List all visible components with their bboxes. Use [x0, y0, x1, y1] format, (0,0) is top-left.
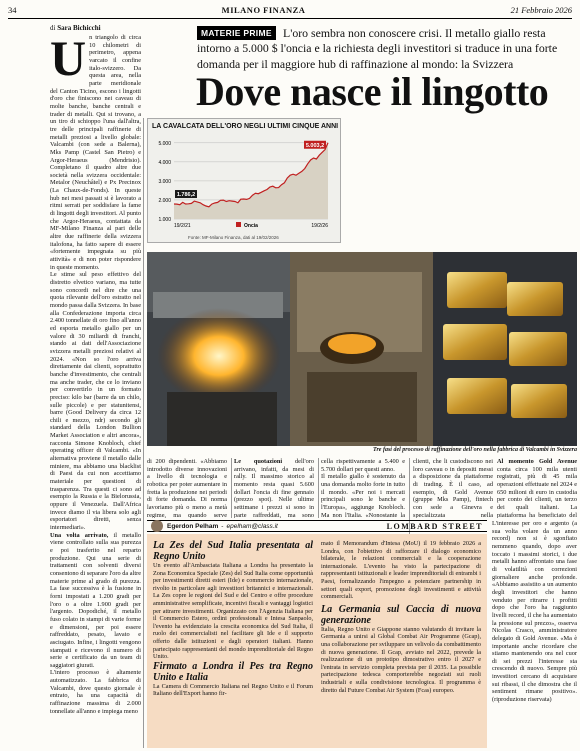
y-tick-label: 4.000	[158, 159, 171, 166]
refinery-photo-illustration	[147, 252, 577, 446]
article-column-1	[50, 34, 141, 748]
col5-subhead: Al momento Gold Avenue	[497, 458, 577, 465]
issue-date: 21 Febbraio 2026	[510, 5, 572, 15]
col1-subhead: Una volta arrivato,	[50, 531, 109, 539]
gold-price-chart	[147, 118, 341, 243]
box-paragraph-1: Un evento all'Ambasciata Italiana a Londra ha presentato la Zona Economica Speciale (Zes) del Sud Italia come opportunità per investimenti diretti esteri (Ide) e commercio internazionale, rivolto in particolare agli investitori britannici e internazionali. La Zes copre le regioni del Sud e del Centro e offre procedure amministrative semplificate, incentivi fiscali e vantaggi logistici per attrarre investimenti. Organizzato con l'Agenzia Italiana per il Commercio Estero, ordini professionali e Intesa Sanpaolo, l'evento ha evidenziato la crescita economica del Sud Italia, il ruolo dei commercialisti nel facilitare gli Ide e il supporto offerto dalle istituzioni e dagli operatori italiani. Hanno partecipato rappresentanti del mondo imprenditoriale del Regno Unito.	[153, 562, 313, 661]
col1-paragraph-1: n triangolo di circa 10 chilometri di perimetro, appena varcato il confine italo-svizzero. Da questa area, nella parte meridionale del Canton Ticino, escono i lingotti d'oro che finiscono nei caveau di molte banche, banche centrali e trader di metalli. Qui si trovano, a un tiro di schioppo l'una dall'altra, tre delle principali raffinerie di metalli preziosi a livello globale: Valcambi (con sede a Balerna), Mks Pamp (Castel San Pietro) e Argor-Heraeus (Mendrisio). Completano il quadro altre due società nella svizzera occidentale: Metalor (Neuchâtel) e Px Precinox (La Chaux-de-Fonds). In queste hub nei mesi passati si è lavorato a ritmi serrati per soddisfare la fame di lingotti degli investitori. Al punto che Argor-Heraeus, contattata da MF-Milano Finanza al pari delle altre due raffinerie della svizzera italofona, ha fatto sapere di essere «fortemente impegnata su più attività» e di non poter rispondere in queste momento.	[50, 34, 141, 271]
drop-cap: U	[50, 34, 87, 86]
article-column-2	[147, 458, 227, 518]
box-column-left	[153, 540, 313, 744]
col5-top-left	[413, 458, 493, 518]
section-kicker: MATERIE PRIME	[197, 26, 276, 40]
author-avatar	[151, 520, 163, 532]
page-header	[8, 4, 572, 16]
end-value-label	[304, 141, 326, 149]
chart-plot	[148, 133, 340, 233]
y-tick-label: 2.000	[158, 197, 171, 204]
refinery-photo	[147, 252, 577, 446]
byline	[50, 24, 101, 32]
col4-paragraph-1: cella rispettivamente a 5.400 e 5.700 dollari per questi anno.	[321, 458, 405, 473]
byline-author: Sara Bichicchi	[57, 24, 101, 32]
box-headline-1: La Zes del Sud Italia presentata al Regno Unito	[153, 540, 313, 562]
byline-prefix: di	[50, 24, 56, 32]
svg-text:Oncia: Oncia	[244, 223, 258, 229]
y-tick-label: 5.000	[158, 140, 171, 147]
col3-subhead: Le quotazioni	[234, 458, 283, 465]
article-column-6	[492, 520, 577, 748]
y-tick-label: 3.000	[158, 178, 171, 185]
chart-title: LA CAVALCATA DELL'ORO NEGLI ULTIMI CINQUE ANNI	[152, 123, 339, 130]
col1-paragraph-3: il metallo viene controllato sulla sua purezza e poi trasferito nel reparto produzione. Qui una serie di trattamenti con solventi diversi consentono di separare l'oro da altre materie prime al grado di purezza. La fase successiva è la fusione in forni impostati a 1.200 gradi per l'oro o a oltre 1.900 gradi per l'argento. Dopodiché, il metallo fuso colato in stampi di varie forme e dimensioni, per poi essere raffreddato, pesato, lavato e asciugato. Infine, i lingotti vengono stampati e ricevono il numero di serie e certificato da un team di saggiatori giurati.	[50, 531, 141, 669]
column-rule	[143, 118, 144, 748]
x-tick-label: 19/2/26	[311, 223, 328, 229]
col5-paragraph-1: clienti, che li custodiscono nei loro caveau o in depositi messi a disposizione da piattaforme di trading. È il caso, ad esempio, di Gold Avenue (gruppe Mks Pamp), fintech con sede a Ginevra e specializzata nella	[413, 458, 493, 518]
author-name: Egerdon Pelham	[167, 522, 219, 530]
lombard-street-box	[147, 534, 487, 748]
deck-text: L'oro sembra non conoscere crisi. Il metallo giallo resta intorno a 5.000 $ l'oncia e la richiesta degli investitori si traduce in una forte domanda per il maggiore hub di raffinazione al mondo: la Svizzera	[197, 26, 558, 71]
box-paragraph-3: mato il Memorandum d'Intesa (MoU) il 19 febbraio 2026 a Londra, con l'obiettivo di rafforzare il dialogo economico bilaterale, le relazioni commerciali e la cooperazione internazionale. L'evento ha visto la partecipazione di rappresentanti istituzionali e leader imprenditoriali di entrambi i Paesi, formalizzando l'impegno a potenziare partnership in settori quali export, promozione degli investimenti e attività commerciali.	[321, 540, 481, 601]
publication-name: MILANO FINANZA	[221, 5, 306, 15]
box-column-right	[321, 540, 481, 744]
col5-top-right	[497, 458, 577, 518]
column-brand: LOMBARD STREET	[386, 521, 483, 531]
svg-text:5.003,2: 5.003,2	[305, 142, 325, 149]
photo-caption: Tre fasi del processo di raffinazione dell'oro nella fabbrica di Valcambi in Svizzera	[373, 447, 577, 453]
col3-paragraph-1: dell'oro arrivano, infatti, da mesi di rally. Il massimo storico al momento resta quasi 5.600 dollari l'oncia di fine gennaio (prezzo spot). Nelle ultime settimane i prezzi si sono in parte raffreddati, ma sono	[234, 458, 314, 518]
box-headline-3: La Germania sul Caccia di nuova generazione	[321, 603, 481, 626]
lombard-street-bar	[147, 520, 487, 532]
chart-source: Fonte: MF-Milano Finanza, dati al 19/02/2026	[188, 235, 279, 240]
box-headline-2: Firmato a Londra il Pes tra Regno Unito e Italia	[153, 660, 313, 683]
svg-text:1.786,2: 1.786,2	[176, 192, 196, 199]
chart-legend	[236, 222, 258, 229]
col2-paragraph-1: di 200 dipendenti. «Abbiamo introdotto diverse innovazioni a livello di tecnologia e robotica per poter aumentare in fretta la produzione nei periodi di forte domanda. Di norma lavoriamo più o meno a metà regime, ma quando serve	[147, 458, 227, 518]
box-paragraph-4: Italia, Regno Unito e Giappone stanno valutando di invitare la Germania a unirsi al Global Combat Air Programme (Gcap), una collaborazione per sviluppare un velivolo da combattimento di nuova generazione. Il Gcap, avviato nel 2022, prevede la realizzazione di un prototipo dimostrativo entro il 2027 e l'entrata in servizio completa prevista per il 2035. La possibile partecipazione tedesca comporterebbe negoziati sui ruoli industriali e sulla condivisione tecnologica. Il programma è diretto dal Future Combat Air System (Fcas) europeo.	[321, 625, 481, 694]
column-rule	[318, 458, 319, 518]
start-value-label	[175, 190, 197, 198]
article-column-4	[321, 458, 405, 518]
col4-paragraph-2: Il metallo giallo è sostenuto da una domanda molto forte in tutto il mondo. «Per noi i mercati principali sono le banche e l'Europa», aggiunge Knobloch. Ma non l'Italia. «Nonostante la	[321, 473, 405, 518]
col5-paragraph-3: L'interesse per oro e argento (a sua volta volare da un anno record) non si è sgonfiato nemmeno quando, dopo aver toccato i massimi storici, i due metalli hanno affrontato una fase di volatilità con correzioni giornaliere anche profonde. «Abbiamo assistito a un aumento degli investitori che hanno venduto per ritrarre i profitti dopo che l'oro ha raggiunto livelli record, il che ha aumentato la pressione sul prezzo», osserva Nicolas Crasco, amministratore delegato di Gold Avenue. «Ma è importante anche ricordare che stiamo mantenendo ora nel cuor di sei prezzi l'interesse sta crescendo di nuovo. Sempre più investitori cercano di acquistare sui ribassi, il che dimostra che il sentiment rimane positivo». (riproduzione riservata)	[492, 520, 577, 704]
header-rule	[8, 18, 572, 19]
y-tick-label: 1.000	[158, 217, 171, 223]
article-headline: Dove nasce il lingotto	[196, 69, 549, 114]
column-rule	[231, 458, 232, 518]
col1-paragraph-4: L'intero processo è altamente automatizzato. La fabbrica di Valcambi, dove questo giornale è entrato, ha una capacità di raffinazione massima di 2.000 tonnellate all'anno e impiega meno	[50, 669, 141, 715]
article-column-3	[234, 458, 314, 518]
col1-paragraph-2: Le stime sul peso effettivo del distretto elvetico variano, ma tutte sono concordi nel dire che una quota rilevante dell'oro estratto nel mondo passa dalla Svizzera. In base alla Confederazione importa circa 2.400 tonnellate di oro fino all'anno ed esporta metallo giallo per un valore di 30 miliardi di franchi, stando ai dati dell'Associazione svizzera metalli preziosi relativi al 2024. «Non so l'oro arriva direttamente dai clienti, soprattutto banche d'investimento, che centrali ma anche trader, che ce lo inviano per convertirlo in un formato preciso: kilo bar (barre da un chilo, sulle piccole) e per statunitensi, barre (Good Delivery da circa 12 chili e mezzo, ndr) secondo gli standard della London Bullion Market Association e altri ancora», racconta Simone Knobloch, chief operating officer di Valcambi. «In alternativa proviene il metallo dalle miniere, ma abbiamo una blacklist di Paesi da cui non accettiamo materiale per questioni di trasparenza. Tra questi ci sono ad esempio la Russia e la Bielorussia, oppure il Venezuela. Dall'Africa invece diamo il via libera solo agli esportatori diretti, senza intermediari».	[50, 271, 141, 531]
x-tick-label: 19/2/21	[174, 223, 191, 229]
column-author: Egerdon Pelham - epelham@class.it	[147, 523, 278, 530]
page-number: 34	[8, 5, 17, 15]
box-paragraph-2: La Camera di Commercio Italiana nel Regno Unito e il Forum Italiano dell'Export hanno fir-	[153, 682, 313, 698]
col5-paragraph-2-start: conta circa 100 mila utenti registrati, più di 45 mila operazioni effettuate nel 2024 e 650 milioni di euro in custodia per conto dei clienti, un terzo dei quali italiani. La piattaforma ha beneficiato del	[497, 465, 577, 518]
author-email[interactable]: epelham@class.it	[226, 522, 278, 530]
